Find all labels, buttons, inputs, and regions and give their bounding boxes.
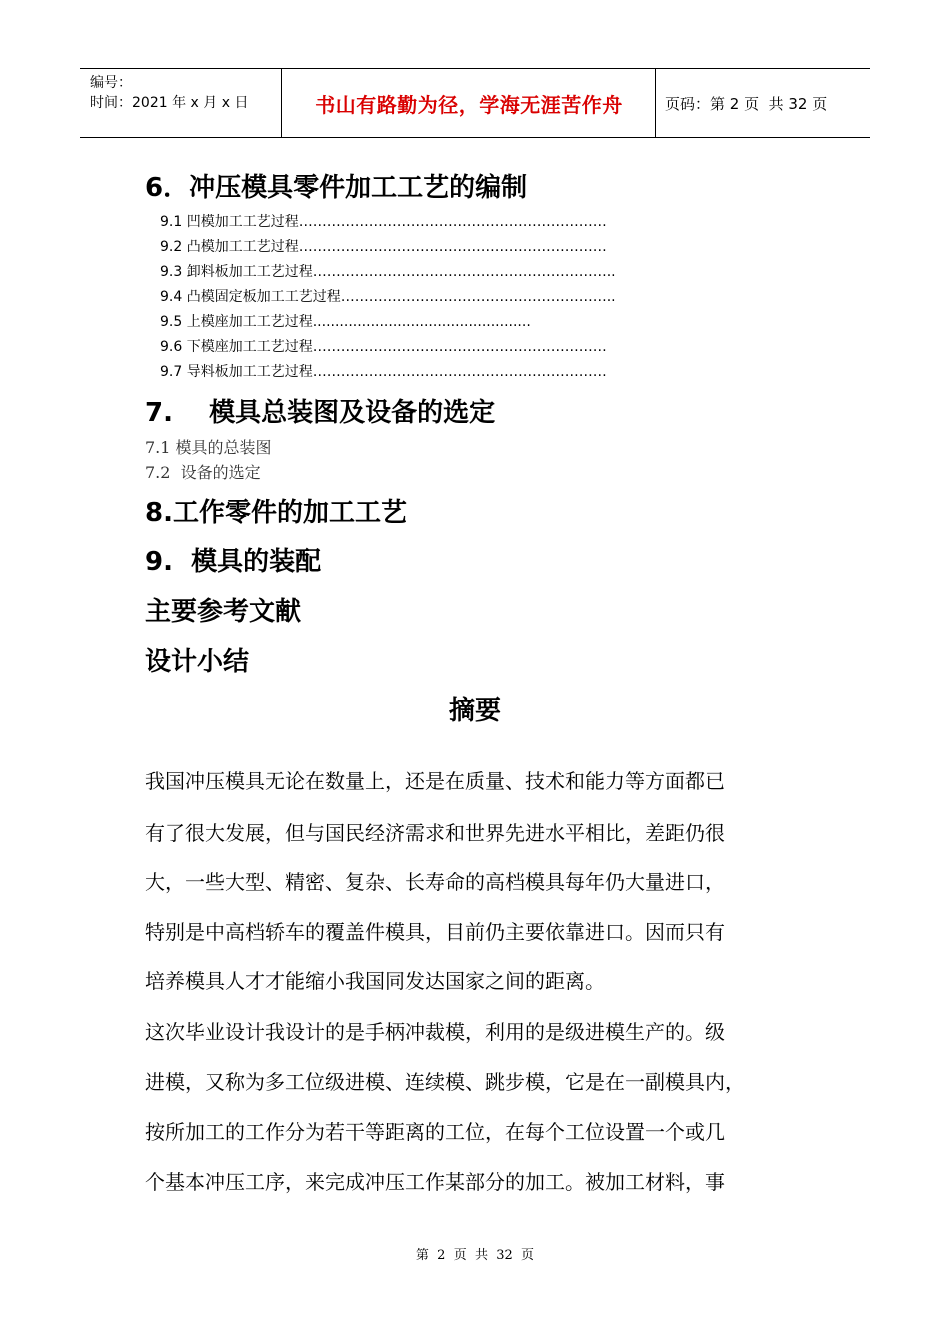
abstract-line: 我国冲压模具无论在数量上，还是在质量、技术和能力等方面都已 (145, 769, 725, 793)
toc-item: 9.6 下模座加工工艺过程……………………………………………………… (160, 339, 607, 355)
toc-item: 9.3 卸料板加工工艺过程……………………………………………………….. (160, 264, 616, 280)
document-number-label: 编号： (90, 75, 132, 91)
abstract-line: 特别是中高档轿车的覆盖件模具，目前仍主要依靠进口。因而只有 (145, 920, 725, 944)
header-page-info (665, 69, 827, 137)
header-divider (281, 69, 282, 137)
section-heading-6: 6．冲压模具零件加工工艺的编制 (145, 173, 528, 203)
toc-subitem: 7.1 模具的总装图 (145, 438, 272, 457)
toc-item: 9.1 凹模加工工艺过程………………………………………………………… (160, 214, 607, 230)
section-heading-7: 7. 模具总装图及设备的选定 (145, 398, 496, 428)
abstract-title: 摘要 (448, 696, 501, 726)
abstract-line: 培养模具人才才能缩小我国同发达国家之间的距离。 (145, 969, 605, 993)
header-divider (655, 69, 656, 137)
abstract-line: 有了很大发展，但与国民经济需求和世界先进水平相比，差距仍很 (145, 821, 725, 845)
page-label: 页码：第 2 页 共 32 页 (665, 94, 828, 113)
abstract-line: 大，一些大型、精密、复杂、长寿命的高档模具每年仍大量进口， (145, 870, 725, 894)
abstract-line: 进模，又称为多工位级进模、连续模、跳步模，它是在一副模具内， (145, 1070, 745, 1094)
abstract-line: 个基本冲压工序，来完成冲压工作某部分的加工。被加工材料，事 (145, 1170, 725, 1194)
header-meta (90, 73, 248, 113)
section-heading-8: 8.工作零件的加工工艺 (145, 498, 407, 528)
page-header (80, 68, 870, 138)
section-heading-references: 主要参考文献 (145, 597, 302, 627)
document-date-label: 时间：2021 年 x 月 x 日 (90, 95, 249, 111)
toc-item: 9.2 凸模加工工艺过程………………………………………………………… (160, 239, 607, 255)
toc-item: 9.5 上模座加工工艺过程................................................. (160, 314, 531, 330)
toc-subitem: 7.2 设备的选定 (145, 463, 261, 482)
section-heading-9: 9. 模具的装配 (145, 547, 322, 577)
toc-item: 9.4 凸模固定板加工工艺过程………………………………………………….. (160, 289, 616, 305)
section-heading-summary: 设计小结 (145, 647, 250, 677)
toc-item: 9.7 导料板加工工艺过程……………………………………………………… (160, 364, 607, 380)
abstract-line: 按所加工的工作分为若干等距离的工位，在每个工位设置一个或几 (145, 1120, 725, 1144)
header-motto: 书山有路勤为径，学海无涯苦作舟 (315, 92, 623, 117)
page-footer: 第 2 页 共 32 页 (415, 1248, 535, 1263)
abstract-line: 这次毕业设计我设计的是手柄冲裁模，利用的是级进模生产的。级 (145, 1020, 725, 1044)
